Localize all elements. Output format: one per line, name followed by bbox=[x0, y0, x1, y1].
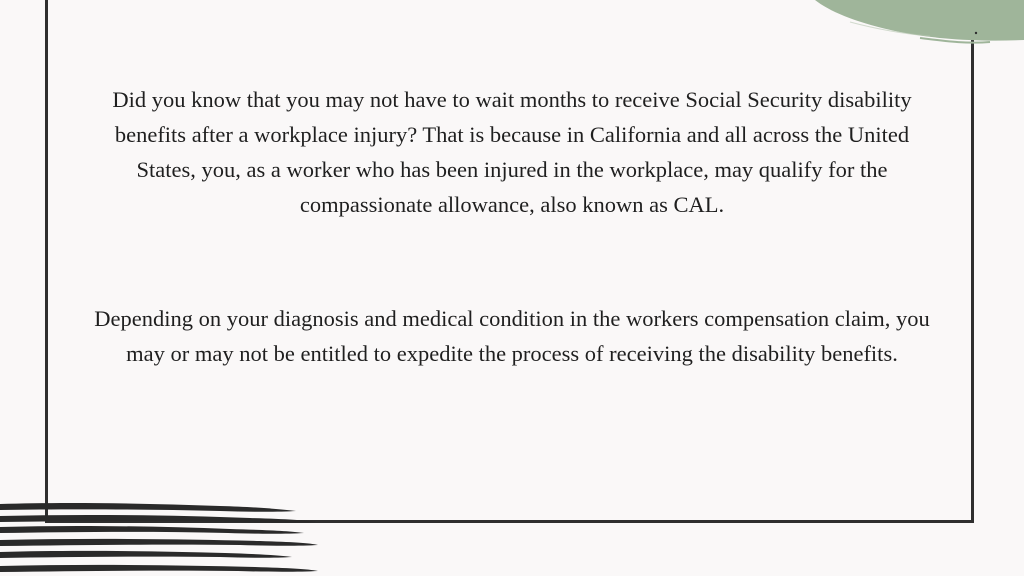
slide-frame bbox=[45, 0, 974, 523]
diagnosis-paragraph: Depending on your diagnosis and medical condition in the workers compensation claim, you may or may not be entitled to expedite the process of receiving the disability benefits. bbox=[94, 306, 930, 366]
intro-paragraph: Did you know that you may not have to wait months to receive Social Security disability benefits after a workplace injury? That is because in California and all across the United States, you, as a worker who has been injured in the workplace, may qualify for the compassionate allowance, also known as CAL. bbox=[112, 87, 912, 217]
